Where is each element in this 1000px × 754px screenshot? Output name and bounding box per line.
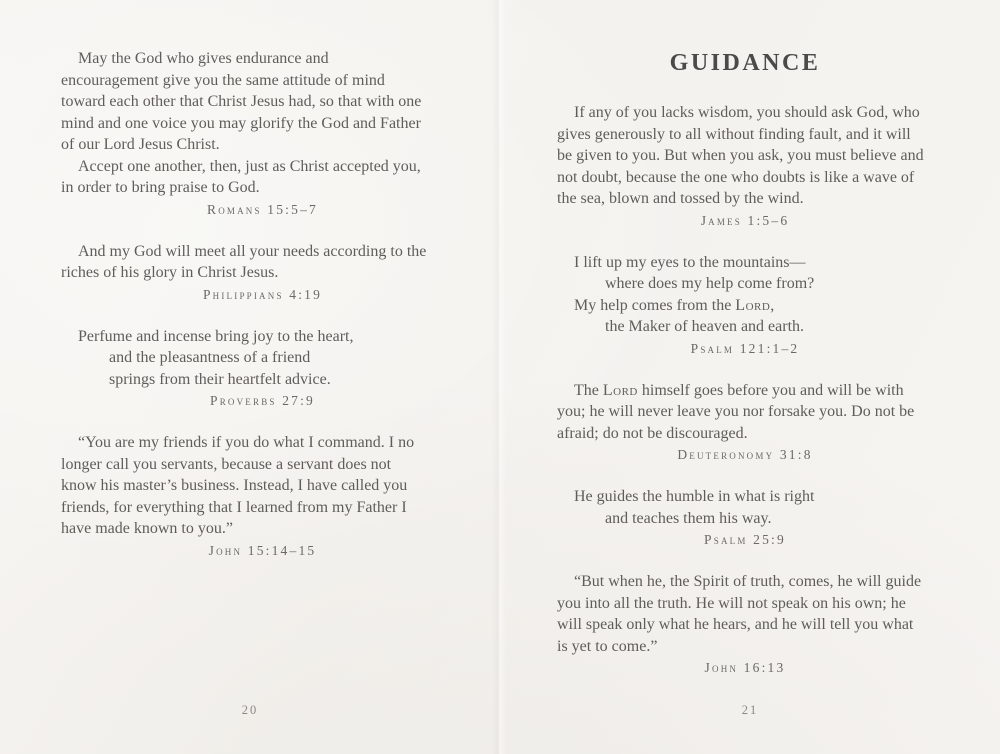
verse-line: He guides the humble in what is right bbox=[574, 488, 815, 505]
verse-line: the Maker of heaven and earth. bbox=[605, 318, 805, 335]
verse-paragraph bbox=[557, 102, 933, 210]
verse-line: afraid; do not be discouraged. bbox=[557, 424, 748, 442]
scripture-reference: Psalm 25:9 bbox=[704, 532, 786, 547]
verse-line: and the pleasantness of a friend bbox=[109, 349, 311, 366]
verse-line: you; he will never leave you nor forsake you. Do not be bbox=[557, 403, 915, 420]
verse-line: “But when he, the Spirit of truth, comes, he will guide bbox=[574, 573, 922, 590]
verse-line: you into all the truth. He will not speak on his own; he bbox=[557, 594, 906, 612]
scripture-reference: Proverbs 27:9 bbox=[210, 393, 315, 408]
scripture-reference: Philippians 4:19 bbox=[202, 286, 323, 302]
verse-paragraph bbox=[557, 380, 933, 445]
verse-paragraph bbox=[61, 432, 464, 540]
scripture-reference: James 1:5–6 bbox=[700, 212, 790, 228]
verse-line: riches of his glory in Christ Jesus. bbox=[61, 264, 279, 281]
scripture-reference: Psalm 121:1–2 bbox=[690, 340, 800, 356]
verse-line: friends, for everything that I learned from my Father I bbox=[61, 498, 407, 516]
page-number-right: 21 bbox=[741, 703, 759, 717]
poem-stanza bbox=[557, 486, 933, 529]
verse-line: If any of you lacks wisdom, you should ask God, who bbox=[574, 104, 920, 121]
verse-paragraph bbox=[61, 48, 464, 156]
verse-line: and teaches them his way. bbox=[605, 509, 772, 527]
verse-line: of our Lord Jesus Christ. bbox=[61, 136, 220, 153]
verse-line: where does my help come from? bbox=[605, 275, 815, 292]
verse-line: the sea, blown and tossed by the wind. bbox=[557, 190, 804, 207]
verse-line: have made known to you.” bbox=[61, 520, 233, 537]
poem-stanza bbox=[557, 252, 933, 338]
verse-line: The Lord himself goes before you and will be with bbox=[574, 381, 904, 399]
verse-line: Accept one another, then, just as Christ accepted you, bbox=[78, 157, 421, 175]
left-page-content bbox=[61, 0, 464, 558]
page-number-left: 20 bbox=[241, 703, 259, 717]
verse-paragraph bbox=[557, 571, 933, 657]
scripture-reference: John 16:13 bbox=[704, 660, 786, 675]
scripture-reference: Deuteronomy 31:8 bbox=[677, 447, 813, 462]
verse-line: be given to you. But when you ask, you must believe and bbox=[557, 147, 924, 164]
small-caps-word: Lord bbox=[735, 296, 771, 314]
verse-line: mind and one voice you may glorify the God and Father bbox=[61, 114, 421, 132]
small-caps-word: Lord bbox=[602, 381, 638, 399]
scripture-reference: John 15:14–15 bbox=[208, 542, 317, 558]
verse-line: gives generously to all without finding fault, and it will bbox=[557, 125, 911, 143]
verse-line: not doubt, because the one who doubts is like a wave of bbox=[557, 168, 915, 186]
verse-line: My help comes from the Lord, bbox=[574, 296, 775, 314]
verse-line: will speak only what he hears, and he will tell you what bbox=[557, 616, 914, 633]
verse-line: longer call you servants, because a servant does not bbox=[61, 455, 392, 473]
scripture-reference: Romans 15:5–7 bbox=[207, 201, 318, 217]
verse-line: And my God will meet all your needs according to the bbox=[78, 242, 427, 260]
verse-line: toward each other that Christ Jesus had, so that with one bbox=[61, 93, 422, 110]
verse-line: encouragement give you the same attitude of mind bbox=[61, 71, 385, 89]
verse-line: May the God who gives endurance and bbox=[78, 50, 329, 67]
right-page bbox=[500, 0, 1000, 754]
poem-stanza bbox=[61, 326, 464, 391]
chapter-title: GUIDANCE bbox=[669, 50, 821, 76]
verse-line: is yet to come.” bbox=[557, 637, 658, 655]
verse-line: I lift up my eyes to the mountains— bbox=[574, 253, 806, 271]
right-page-content bbox=[557, 0, 933, 675]
verse-paragraph bbox=[61, 156, 464, 199]
verse-line: springs from their heartfelt advice. bbox=[109, 370, 331, 388]
verse-line: Perfume and incense bring joy to the heart, bbox=[78, 327, 354, 345]
verse-paragraph bbox=[61, 241, 464, 284]
verse-line: know his master’s business. Instead, I have called you bbox=[61, 477, 408, 494]
verse-line: in order to bring praise to God. bbox=[61, 179, 260, 196]
verse-line: “You are my friends if you do what I command. I no bbox=[78, 434, 415, 451]
